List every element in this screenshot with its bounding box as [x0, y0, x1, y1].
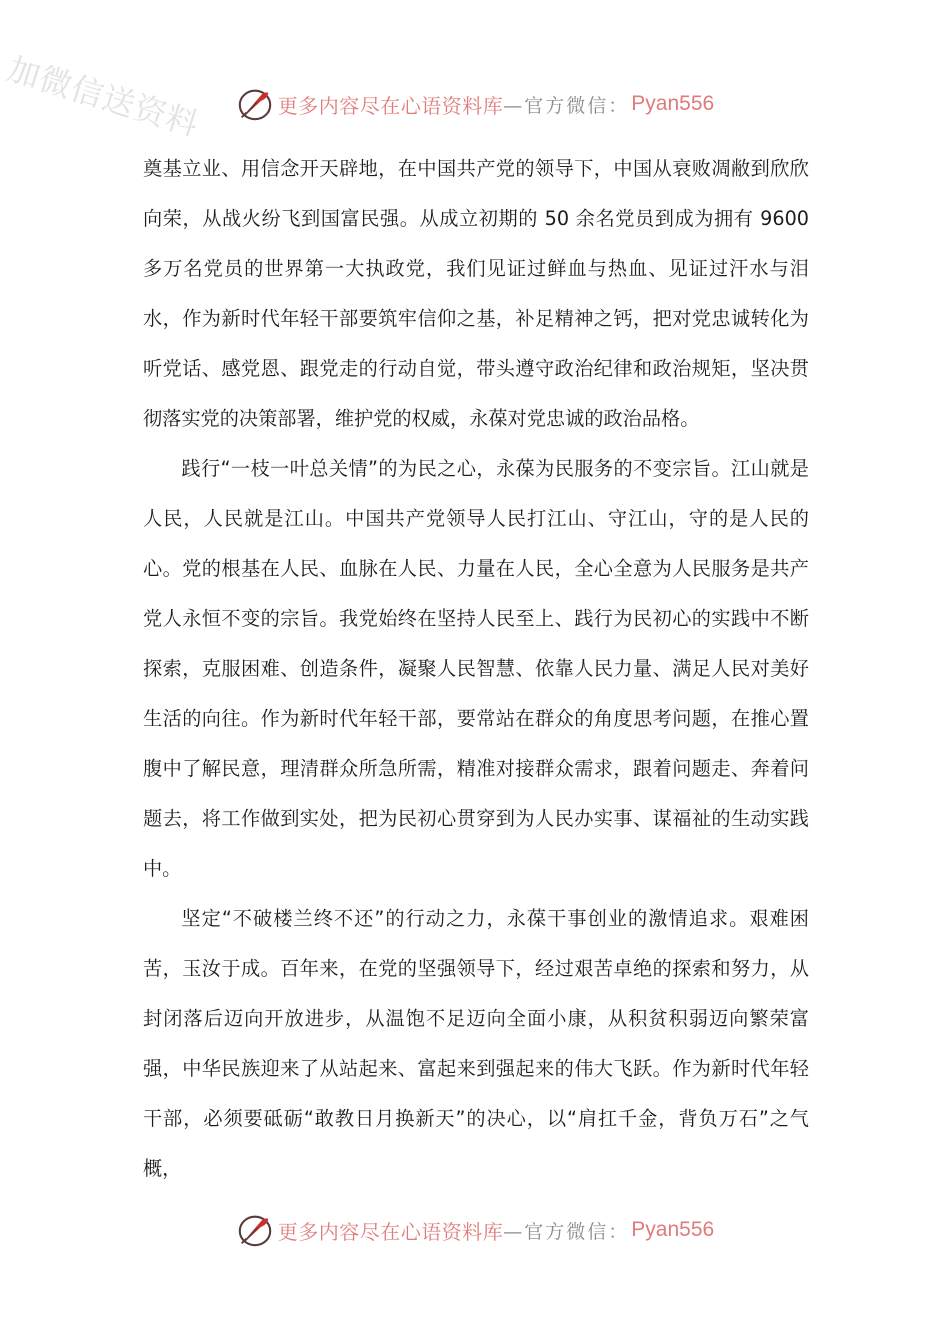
- paragraph: 践行“一枝一叶总关情”的为民之心，永葆为民服务的不变宗旨。江山就是人民，人民就是江山。中国共产党领导人民打江山、守江山，守的是人民的心。党的根基在人民、血脉在人民、力量在人民，全心全意为人民服务是共产党人永恒不变的宗旨。我党始终在坚持人民至上、践行为民初心的实践中不断探索，克服困难、创造条件，凝聚人民智慧、依靠人民力量、满足人民对美好生活的向往。作为新时代年轻干部，要常站在群众的角度思考问题，在推心置腹中了解民意，理清群众所急所需，精准对接群众需求，跟着问题走、奔着问题去，将工作做到实处，把为民初心贯穿到为人民办实事、谋福祉的生动实践中。: [143, 457, 809, 880]
- paragraph: 奠基立业、用信念开天辟地，在中国共产党的领导下，中国从衰败凋敝到欣欣向荣，从战火纷飞到国富民强。从成立初期的 50 余名党员到成为拥有 9600 多万名党员的世界第一大执政党，我们见证过鲜血与热血、见证过汗水与泪水，作为新时代年轻干部要筑牢信仰之基，补足精神之钙，把对党忠诚转化为听党话、感党恩、跟党走的行动自觉，带头遵守政治纪律和政治规矩，坚决贯彻落实党的决策部署，维护党的权威，永葆对党忠诚的政治品格。: [143, 157, 809, 430]
- banner-wechat-label: —官方微信：: [503, 1220, 630, 1243]
- quill-pen-logo-icon: [236, 1211, 274, 1249]
- banner-wechat-id: Pyan556: [631, 92, 715, 115]
- watermark-text: 加微信送资料: [3, 49, 204, 144]
- header-banner: [0, 84, 950, 124]
- document-body: [143, 144, 809, 1194]
- paragraph: 坚定“不破楼兰终不还”的行动之力，永葆干事创业的激情追求。艰难困苦，玉汝于成。百年来，在党的坚强领导下，经过艰苦卓绝的探索和努力，从封闭落后迈向开放进步，从温饱不足迈向全面小康，从积贫积弱迈向繁荣富强，中华民族迎来了从站起来、富起来到强起来的伟大飞跃。作为新时代年轻干部，必须要砥砺“敢教日月换新天”的决心，以“肩扛千金，背负万石”之气概，: [143, 907, 809, 1180]
- footer-banner: [0, 1210, 950, 1250]
- banner-title: 更多内容尽在心语资料库: [277, 1219, 504, 1244]
- banner-wechat-id: Pyan556: [631, 1218, 715, 1241]
- banner-title: 更多内容尽在心语资料库: [277, 93, 504, 118]
- quill-pen-logo-icon: [236, 85, 274, 123]
- banner-wechat-label: —官方微信：: [503, 94, 630, 117]
